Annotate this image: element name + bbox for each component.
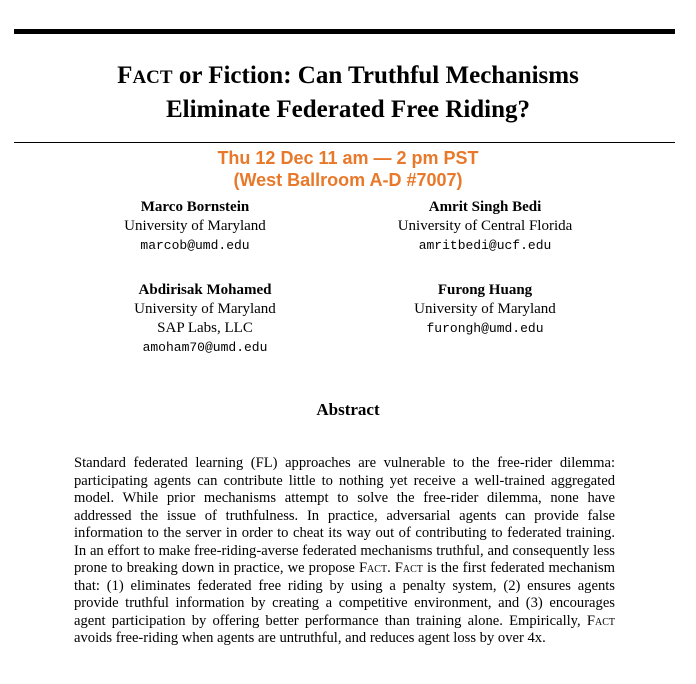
session-time: Thu 12 Dec 11 am — 2 pm PST bbox=[217, 148, 479, 168]
title-line-1: FACT or Fiction: Can Truthful Mechanisms bbox=[117, 62, 579, 89]
method-name: Fact bbox=[586, 612, 615, 629]
top-rule bbox=[14, 29, 675, 34]
abstract-heading: Abstract bbox=[316, 400, 380, 419]
title-rule bbox=[14, 142, 675, 143]
author-block bbox=[370, 281, 600, 338]
author-email[interactable]: marcob@umd.edu bbox=[140, 238, 250, 253]
session-info bbox=[0, 147, 696, 191]
title-line-2: Eliminate Federated Free Riding? bbox=[165, 96, 531, 123]
author-affiliation: University of Maryland bbox=[134, 301, 276, 317]
author-block bbox=[370, 198, 600, 255]
author-email[interactable]: furongh@umd.edu bbox=[426, 321, 544, 336]
author-name: Marco Bornstein bbox=[140, 199, 250, 215]
author-affiliation: University of Central Florida bbox=[397, 218, 573, 234]
author-name: Amrit Singh Bedi bbox=[428, 199, 542, 215]
paper-title bbox=[0, 60, 696, 126]
method-name: Fact bbox=[358, 560, 388, 576]
author-affiliation: University of Maryland bbox=[414, 301, 556, 317]
method-name: Fact bbox=[394, 560, 423, 576]
session-location: (West Ballroom A-D #7007) bbox=[233, 170, 463, 190]
author-name: Furong Huang bbox=[437, 282, 533, 298]
author-affiliation: University of Maryland bbox=[124, 218, 266, 234]
author-block bbox=[90, 281, 320, 357]
author-block bbox=[80, 198, 310, 255]
author-email[interactable]: amritbedi@ucf.edu bbox=[418, 238, 552, 253]
author-name: Abdirisak Mohamed bbox=[138, 282, 272, 298]
abstract-body: Standard federated learning (FL) approaches are vulnerable to the free-rider dilemma: participating agents can contribute little to nothing yet receive a well-trained aggregated model. While prior mechanisms attempt to solve the free-rider dilemma, none have addressed the issue of truthfulness. In practice, adversarial agents can provide false information to the server in order to cheat its way out of contributing to federated training. In an effort to make free-riding-averse federated mechanisms truthful, and consequently less prone to breaking down in practice, we propose Fact. Fact is the first federated mechanism that: (1) eliminates federated free riding by using a penalty system, (2) ensures agents provide truthful information by creating a competitive environment, and (3) encourages agent participation by offering better performance than training alone. Empirically, Fact avoids free-riding when agents are untruthful, and reduces agent loss by over 4x. bbox=[74, 455, 616, 646]
author-email[interactable]: amoham70@umd.edu bbox=[142, 340, 268, 355]
author-affiliation: SAP Labs, LLC bbox=[157, 320, 253, 336]
